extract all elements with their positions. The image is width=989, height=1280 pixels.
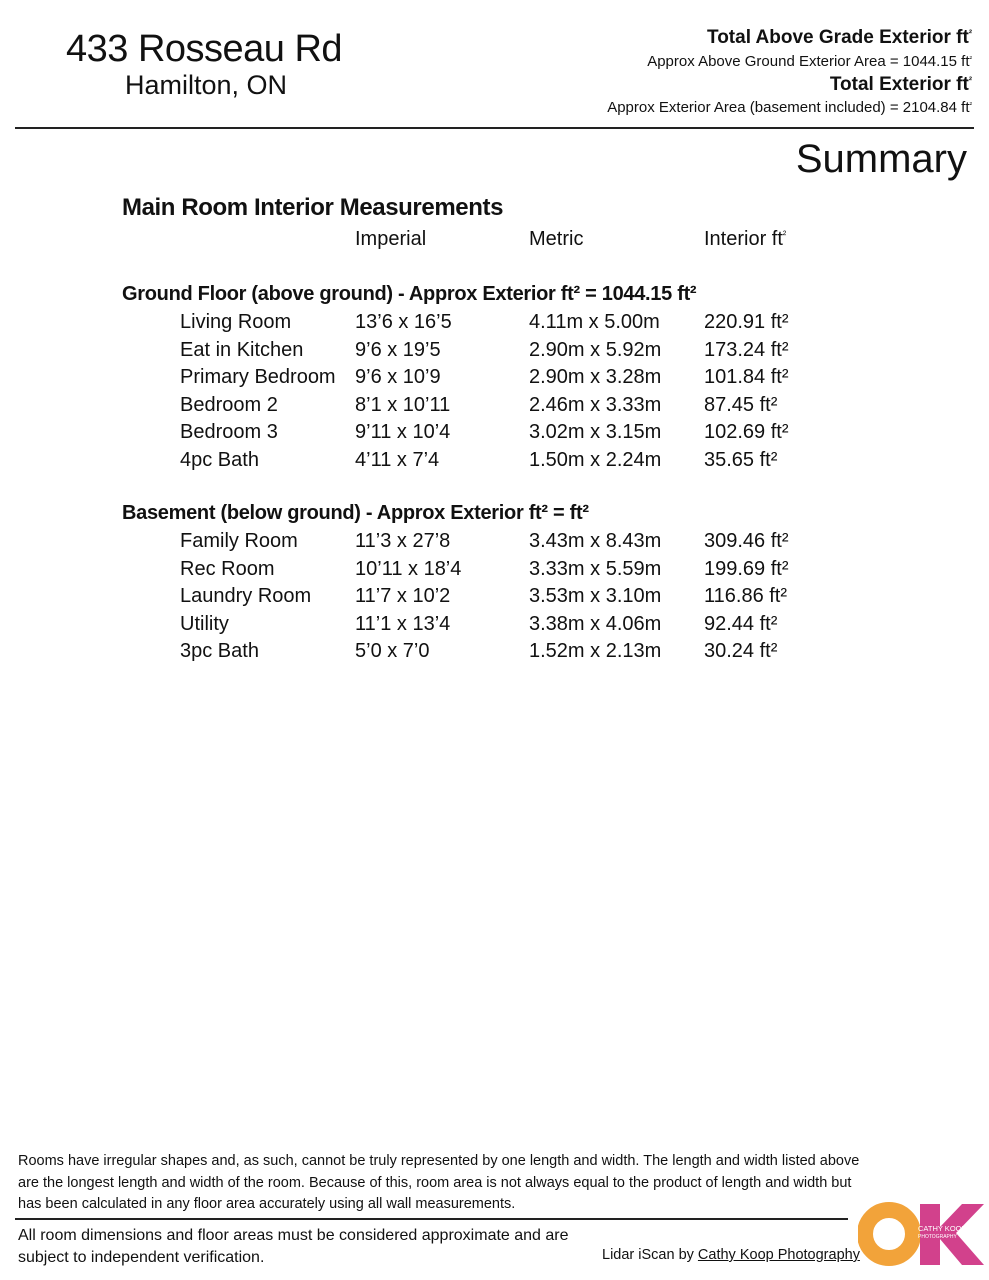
column-header-interior xyxy=(704,228,786,251)
room-metric: 4.11m x 5.00m xyxy=(529,311,660,333)
room-name: Family Room xyxy=(180,530,298,552)
room-imperial: 5’0 x 7’0 xyxy=(355,640,430,662)
address-line-2: Hamilton, ON xyxy=(125,70,288,100)
room-metric: 3.38m x 4.06m xyxy=(529,612,662,635)
room-imperial: 9’6 x 19’5 xyxy=(355,338,441,361)
room-metric: 3.53m x 3.10m xyxy=(529,585,662,607)
page-title: Summary xyxy=(795,137,967,181)
credit-prefix: Lidar iScan by xyxy=(602,1247,698,1263)
total-exterior-line xyxy=(607,99,972,116)
total-exterior-line-text: Approx Exterior Area (basement included) = 2104.84 ft xyxy=(607,99,970,116)
room-name: Eat in Kitchen xyxy=(180,338,304,361)
room-row xyxy=(0,339,989,366)
logo-text-2: PHOTOGRAPHY xyxy=(918,1234,957,1240)
room-name: Living Room xyxy=(180,311,292,333)
disclaimer-text: Rooms have irregular shapes and, as such, cannot be truly represented by one length and width. The length and width listed above are the longest length and width of the room. Because of this, room area is not always equal to the product of length and width but has been calculated in any floor area accurately using all wall measurements. xyxy=(18,1153,860,1212)
room-area: 220.91 ft² xyxy=(704,311,789,333)
footer-divider xyxy=(15,1218,848,1220)
room-imperial: 13’6 x 16’5 xyxy=(355,311,452,333)
room-name: Primary Bedroom xyxy=(180,366,336,388)
section-title: Main Room Interior Measurements xyxy=(122,194,504,221)
room-name: Rec Room xyxy=(180,557,275,580)
room-name: Bedroom 2 xyxy=(180,393,278,416)
room-row xyxy=(0,421,989,448)
floor-heading-ground: Ground Floor (above ground) - Approx Exterior ft² = 1044.15 ft² xyxy=(122,283,697,305)
room-row xyxy=(0,311,989,338)
superscript: ² xyxy=(969,99,972,109)
superscript: ² xyxy=(968,28,972,40)
room-name: Laundry Room xyxy=(180,585,312,607)
room-area: 92.44 ft² xyxy=(704,612,778,635)
room-area: 309.46 ft² xyxy=(704,530,789,552)
room-imperial: 11’3 x 27’8 xyxy=(355,530,451,552)
room-imperial: 8’1 x 10’11 xyxy=(355,393,451,416)
above-grade-line xyxy=(647,53,972,70)
room-metric: 1.52m x 2.13m xyxy=(529,640,662,662)
logo-o-shape xyxy=(865,1210,913,1258)
room-row xyxy=(0,366,989,393)
room-imperial: 11’1 x 13’4 xyxy=(355,612,451,635)
room-name: 3pc Bath xyxy=(180,640,259,662)
room-area: 173.24 ft² xyxy=(704,338,789,361)
room-row xyxy=(0,530,989,557)
room-imperial: 9’6 x 10’9 xyxy=(355,366,441,388)
credit-link[interactable]: Cathy Koop Photography xyxy=(697,1247,860,1263)
room-name: 4pc Bath xyxy=(180,448,259,471)
header-divider xyxy=(15,127,974,129)
room-row xyxy=(0,585,989,612)
room-row xyxy=(0,558,989,585)
room-area: 116.86 ft² xyxy=(704,585,788,607)
room-row xyxy=(0,449,989,476)
room-metric: 3.33m x 5.59m xyxy=(529,557,662,580)
credit-line xyxy=(602,1247,860,1263)
room-name: Bedroom 3 xyxy=(180,421,278,443)
logo-text-1: CATHY KOOP xyxy=(918,1224,967,1233)
address-line-1: 433 Rosseau Rd xyxy=(66,28,343,70)
room-name: Utility xyxy=(180,612,229,635)
room-metric: 1.50m x 2.24m xyxy=(529,448,662,471)
above-grade-line-text: Approx Above Ground Exterior Area = 1044.15 ft xyxy=(647,53,970,70)
room-imperial: 10’11 x 18’4 xyxy=(355,557,462,580)
room-imperial: 4’11 x 7’4 xyxy=(355,448,440,471)
column-header-imperial: Imperial xyxy=(355,228,427,250)
room-row xyxy=(0,613,989,640)
room-area: 199.69 ft² xyxy=(704,557,789,580)
room-row xyxy=(0,394,989,421)
above-grade-title xyxy=(707,27,972,49)
room-area: 101.84 ft² xyxy=(704,366,789,388)
column-header-interior-text: Interior ft xyxy=(704,228,783,250)
approximate-note: All room dimensions and floor areas must be considered approximate and are subject to independent verification. xyxy=(18,1227,569,1266)
room-imperial: 9’11 x 10’4 xyxy=(355,421,451,443)
superscript: ² xyxy=(969,53,972,63)
room-imperial: 11’7 x 10’2 xyxy=(355,585,451,607)
room-metric: 3.43m x 8.43m xyxy=(529,530,662,552)
room-metric: 2.90m x 3.28m xyxy=(529,366,662,388)
floor-heading-basement: Basement (below ground) - Approx Exterior ft² = ft² xyxy=(122,502,589,524)
superscript: ² xyxy=(782,230,787,241)
above-grade-title-text: Total Above Grade Exterior ft xyxy=(707,27,969,48)
room-area: 35.65 ft² xyxy=(704,448,778,471)
total-exterior-title xyxy=(830,74,972,96)
room-metric: 2.90m x 5.92m xyxy=(529,338,662,361)
room-row xyxy=(0,640,989,667)
room-area: 102.69 ft² xyxy=(704,421,789,443)
room-metric: 2.46m x 3.33m xyxy=(529,393,662,416)
room-metric: 3.02m x 3.15m xyxy=(529,421,662,443)
room-area: 87.45 ft² xyxy=(704,393,778,416)
total-exterior-title-text: Total Exterior ft xyxy=(829,74,969,95)
cathy-koop-logo xyxy=(858,1199,988,1269)
room-area: 30.24 ft² xyxy=(704,640,778,662)
column-header-metric: Metric xyxy=(529,228,584,250)
superscript: ² xyxy=(968,75,972,87)
